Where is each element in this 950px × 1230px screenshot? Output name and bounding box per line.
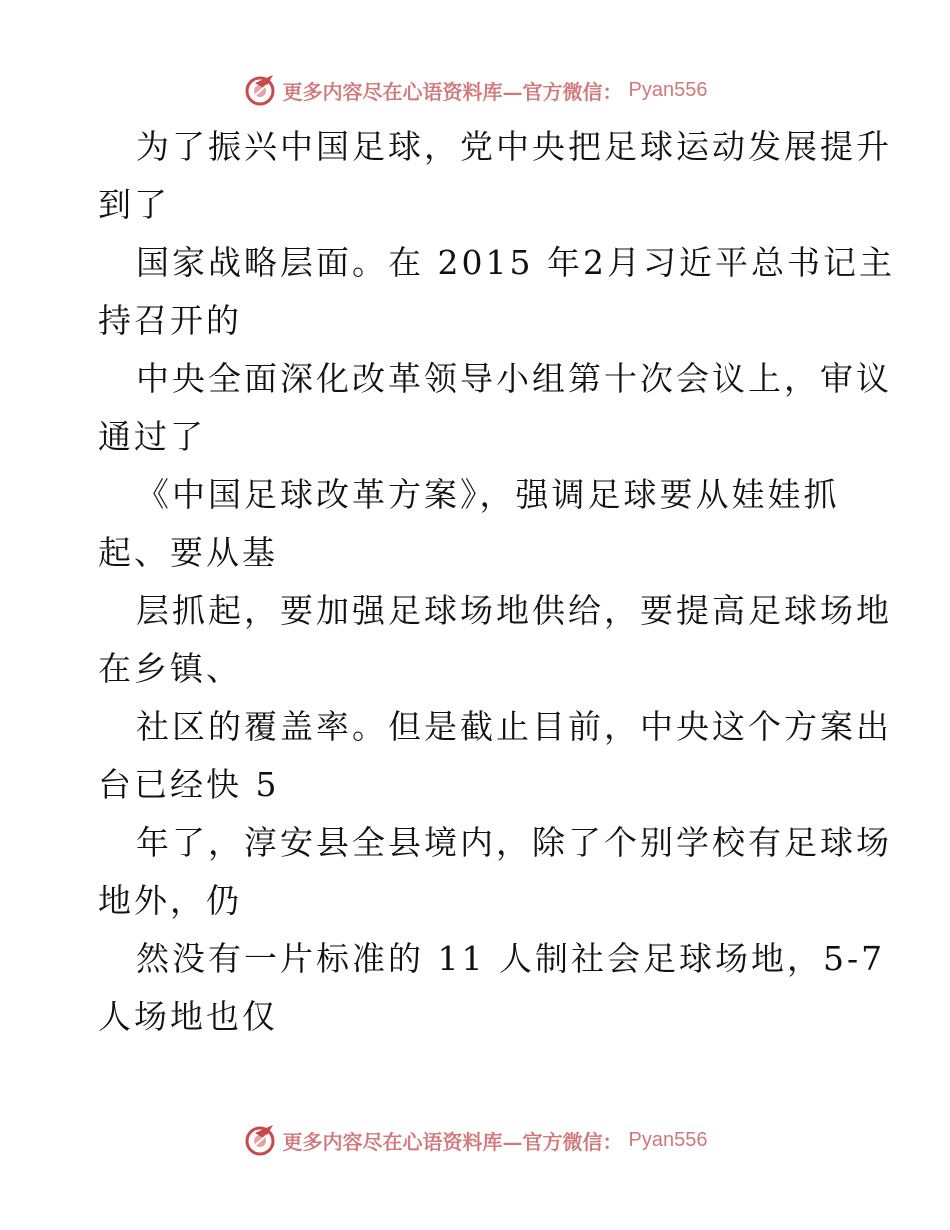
text-line: 《中国足球改革方案》，强调足球要从娃娃抓 bbox=[136, 475, 840, 514]
text-line: 然没有一片标准的 11 人制社会足球场地，5-7 bbox=[136, 939, 886, 978]
text-line: 为了振兴中国足球，党中央把足球运动发展提升 bbox=[136, 127, 892, 166]
footer-banner bbox=[0, 1120, 950, 1160]
text-line: 人场地也仅 bbox=[98, 997, 278, 1036]
text-line: 国家战略层面。在 2015 年2月习近平总书记主 bbox=[136, 243, 895, 282]
text-line: 在乡镇、 bbox=[98, 649, 242, 688]
text-line: 社区的覆盖率。但是截止目前，中央这个方案出 bbox=[136, 707, 892, 746]
red-seal-logo-icon bbox=[243, 1123, 277, 1157]
footer-banner-text: 更多内容尽在心语资料库—官方微信： bbox=[282, 1129, 623, 1154]
text-line: 年了，淳安县全县境内，除了个别学校有足球场 bbox=[136, 823, 892, 862]
header-banner-text: 更多内容尽在心语资料库—官方微信： bbox=[282, 79, 623, 104]
footer-banner-wechat-id: Pyan556 bbox=[628, 1128, 708, 1151]
text-line: 起、要从基 bbox=[98, 533, 278, 572]
text-line: 到了 bbox=[98, 185, 170, 224]
red-seal-logo-icon bbox=[243, 73, 277, 107]
header-banner-wechat-id: Pyan556 bbox=[628, 78, 708, 101]
text-line: 中央全面深化改革领导小组第十次会议上，审议 bbox=[136, 359, 892, 398]
header-banner bbox=[0, 70, 950, 110]
text-line: 台已经快 5 bbox=[98, 765, 280, 804]
text-line: 地外，仍 bbox=[98, 881, 242, 920]
text-line: 通过了 bbox=[98, 417, 206, 456]
text-line: 层抓起，要加强足球场地供给，要提高足球场地 bbox=[136, 591, 892, 630]
body-text bbox=[98, 118, 895, 1046]
text-line: 持召开的 bbox=[98, 301, 242, 340]
